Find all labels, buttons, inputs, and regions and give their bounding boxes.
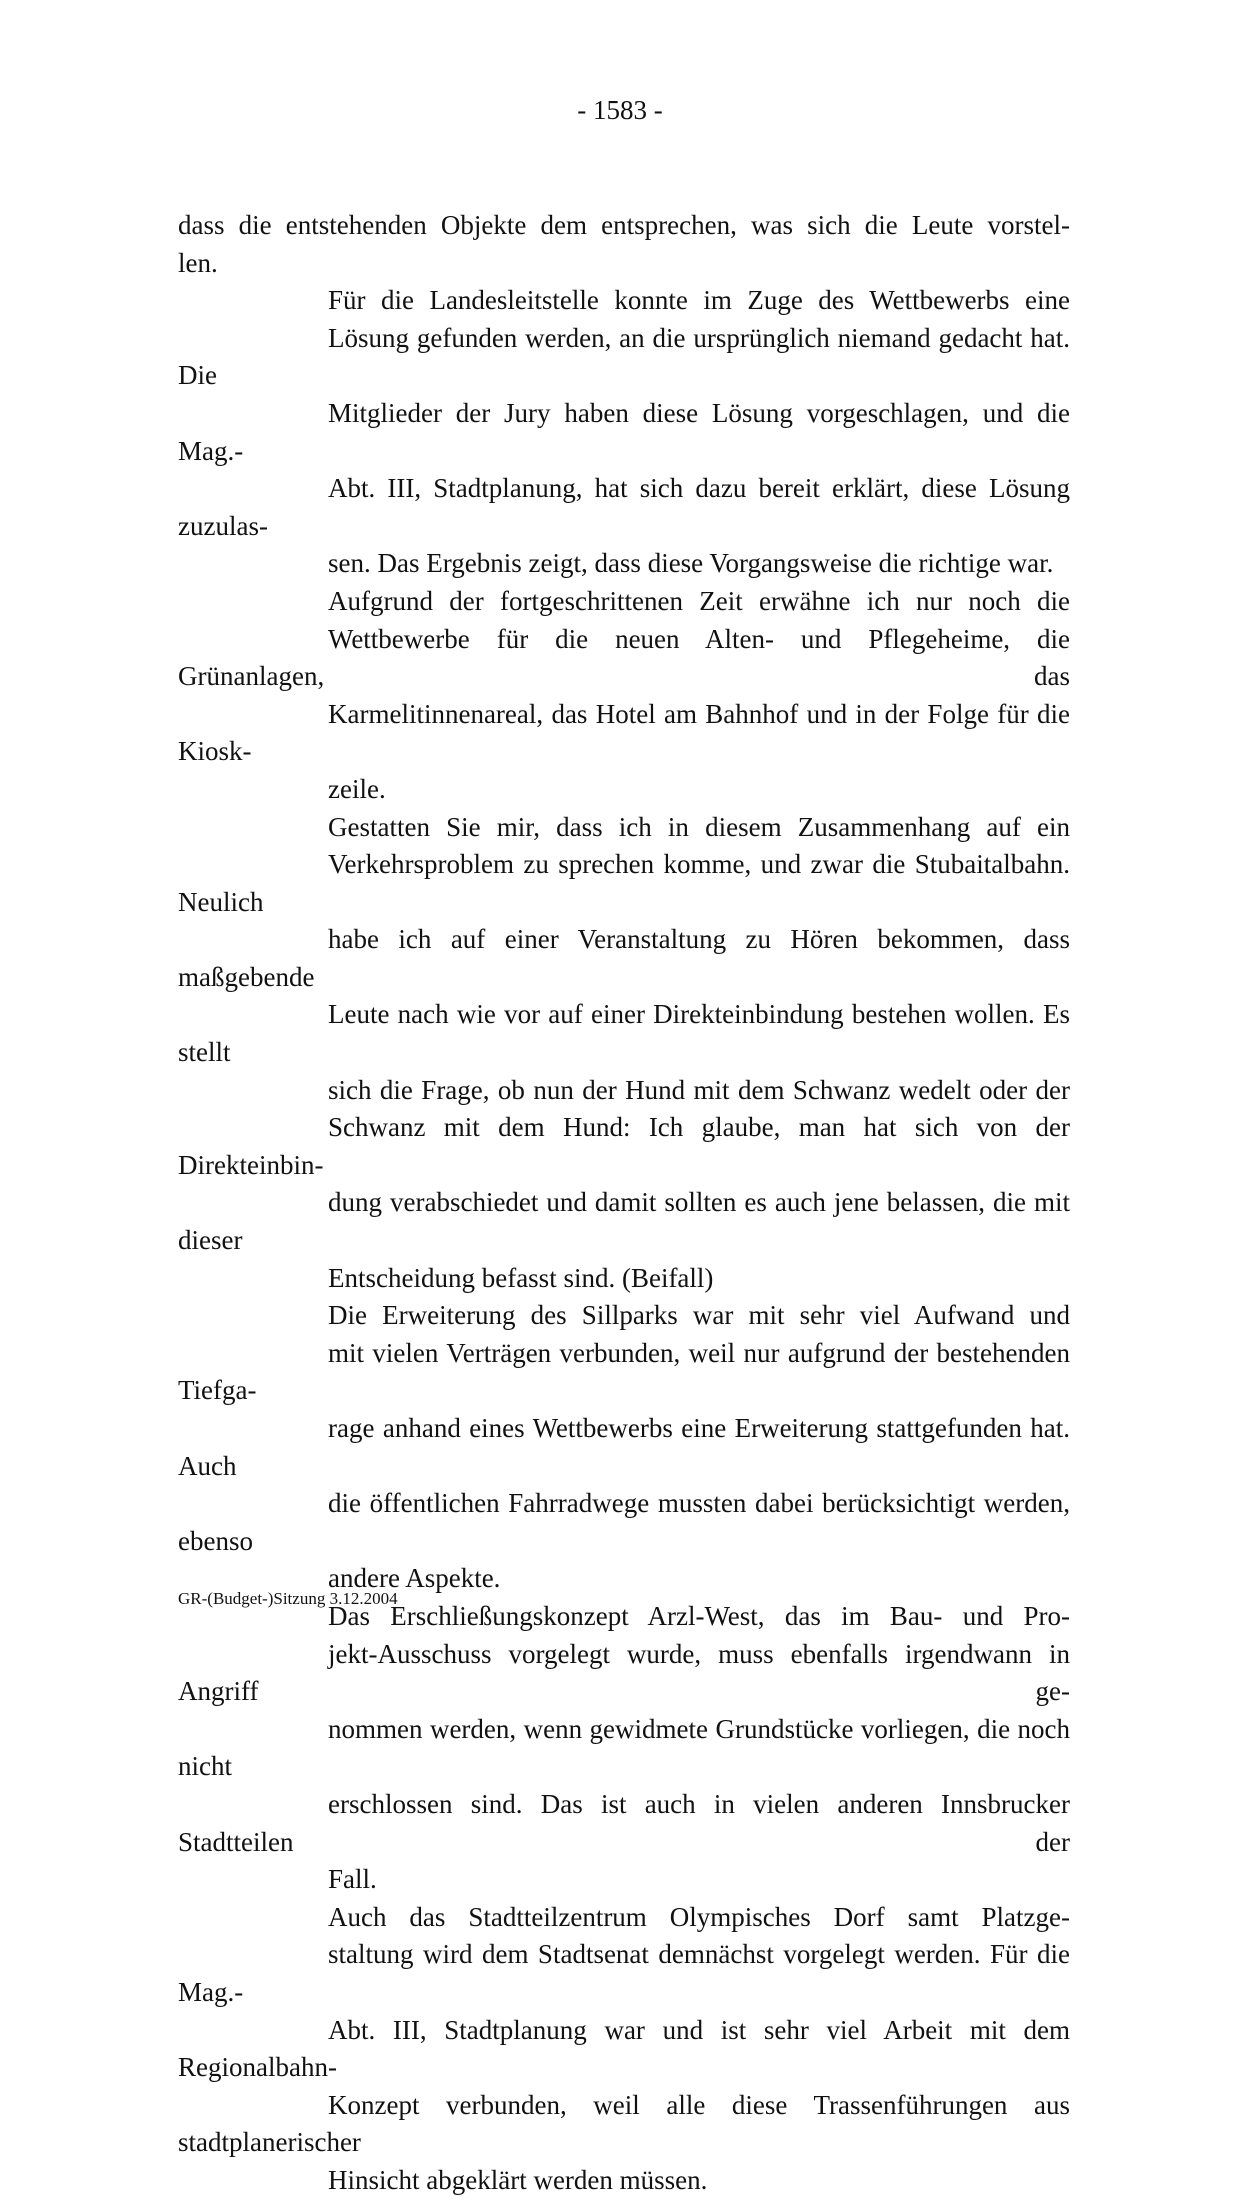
text-line: zeile. <box>328 773 386 804</box>
text-line: staltung wird dem Stadtsenat demnächst vorgelegt werden. Für die Mag.- <box>178 1939 1070 2007</box>
page-number: - 1583 - <box>577 95 663 125</box>
text-line: andere Aspekte. <box>328 1563 501 1594</box>
text-line: Die Erweiterung des Sillparks war mit sehr viel Aufwand und <box>328 1300 1070 1331</box>
paragraph-4 <box>178 809 1070 1298</box>
text-line: Hinsicht abgeklärt werden müssen. <box>328 2164 708 2195</box>
text-line: Abt. III, Stadtplanung, hat sich dazu bereit erklärt, diese Lösung zuzulas- <box>178 473 1070 541</box>
paragraph-2 <box>178 282 1070 583</box>
text-line: habe ich auf einer Veranstaltung zu Hören bekommen, dass maßgebende <box>178 924 1070 992</box>
paragraph-6 <box>178 1598 1070 1899</box>
text-line: Gestatten Sie mir, dass ich in diesem Zusammenhang auf ein <box>328 811 1070 842</box>
text-line: len. <box>178 247 218 278</box>
text-line: Leute nach wie vor auf einer Direkteinbindung bestehen wollen. Es stellt <box>178 999 1070 1068</box>
text-line: Mitglieder der Jury haben diese Lösung vorgeschlagen, und die Mag.- <box>178 397 1070 466</box>
paragraph-7 <box>178 1899 1070 2199</box>
text-line: Das Erschließungskonzept Arzl-West, das im Bau- und Pro- <box>328 1600 1070 1631</box>
paragraph-1 <box>178 207 1070 282</box>
text-line: sich die Frage, ob nun der Hund mit dem Schwanz wedelt oder der <box>328 1074 1070 1105</box>
text-line: sen. Das Ergebnis zeigt, dass diese Vorgangsweise die richtige war. <box>328 548 1054 579</box>
text-line: jekt-Ausschuss vorgelegt wurde, muss ebenfalls irgendwann in Angriff ge- <box>178 1638 1070 1707</box>
text-line: Lösung gefunden werden, an die ursprünglich niemand gedacht hat. Die <box>178 322 1070 391</box>
text-line: Abt. III, Stadtplanung war und ist sehr viel Arbeit mit dem Regionalbahn- <box>178 2014 1070 2083</box>
text-line: dung verabschiedet und damit sollten es auch jene belassen, die mit dieser <box>178 1187 1070 1256</box>
text-line: Schwanz mit dem Hund: Ich glaube, man hat sich von der Direkteinbin- <box>178 1112 1070 1180</box>
text-line: Aufgrund der fortgeschrittenen Zeit erwähne ich nur noch die <box>328 585 1070 616</box>
text-line: erschlossen sind. Das ist auch in vielen anderen Innsbrucker Stadtteilen der <box>178 1788 1070 1857</box>
text-line: Fall. <box>328 1864 377 1895</box>
text-line: dass die entstehenden Objekte dem entsprechen, was sich die Leute vorstel- <box>178 210 1070 240</box>
text-line: Für die Landesleitstelle konnte im Zuge des Wettbewerbs eine <box>328 285 1070 316</box>
text-line: rage anhand eines Wettbewerbs eine Erweiterung stattgefunden hat. Auch <box>178 1413 1070 1481</box>
text-line: die öffentlichen Fahrradwege mussten dabei berücksichtigt werden, ebenso <box>178 1488 1070 1556</box>
text-line: mit vielen Verträgen verbunden, weil nur aufgrund der bestehenden Tiefga- <box>178 1337 1070 1406</box>
text-line: Karmelitinnenareal, das Hotel am Bahnhof und in der Folge für die Kiosk- <box>178 698 1070 767</box>
footer-session-label: GR-(Budget-)Sitzung 3.12.2004 <box>178 1589 398 1608</box>
paragraph-5 <box>178 1297 1070 1598</box>
body-text <box>178 207 1070 2199</box>
text-line: Entscheidung befasst sind. (Beifall) <box>328 1262 714 1293</box>
text-line: nommen werden, wenn gewidmete Grundstücke vorliegen, die noch nicht <box>178 1713 1070 1782</box>
paragraph-3 <box>178 583 1070 809</box>
text-line: Wettbewerbe für die neuen Alten- und Pflegeheime, die Grünanlagen, das <box>178 623 1070 692</box>
text-line: Verkehrsproblem zu sprechen komme, und zwar die Stubaitalbahn. Neulich <box>178 849 1070 917</box>
text-line: Konzept verbunden, weil alle diese Trassenführungen aus stadtplanerischer <box>178 2089 1070 2158</box>
text-line: Auch das Stadtteilzentrum Olympisches Dorf samt Platzge- <box>328 1901 1070 1932</box>
